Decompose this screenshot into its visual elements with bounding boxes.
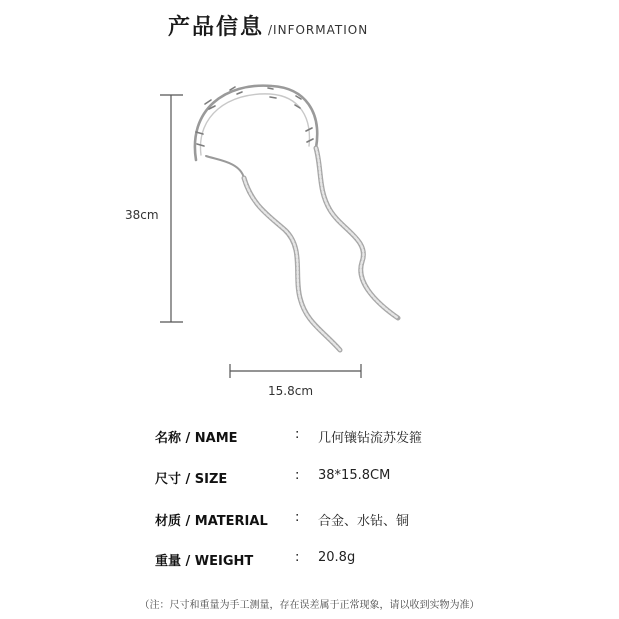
spec-colon: : (295, 427, 300, 442)
tassel-headband-illustration (195, 86, 398, 350)
spec-label: 尺寸 / SIZE (155, 472, 228, 487)
width-label: 15.8cm (268, 384, 314, 398)
spec-colon: : (295, 468, 300, 483)
spec-label: 重量 / WEIGHT (155, 554, 254, 569)
spec-label: 材质 / MATERIAL (155, 514, 268, 529)
title-english: /INFORMATION (268, 23, 369, 37)
spec-value: 几何镶钻流苏发箍 (318, 431, 423, 446)
spec-label: 名称 / NAME (155, 431, 238, 446)
width-dimension-line (230, 364, 361, 378)
spec-colon: : (295, 510, 300, 525)
measurement-note: （注：尺寸和重量为手工测量，存在误差属于正常现象，请以收到实物为准） (139, 600, 480, 611)
spec-colon: : (295, 550, 300, 565)
spec-value: 38*15.8CM (318, 468, 391, 483)
title-chinese: 产品信息 (168, 15, 265, 40)
height-dimension-line (160, 95, 183, 322)
spec-value: 合金、水钻、铜 (318, 514, 410, 529)
height-label: 38cm (125, 208, 159, 222)
spec-value: 20.8g (318, 550, 356, 565)
